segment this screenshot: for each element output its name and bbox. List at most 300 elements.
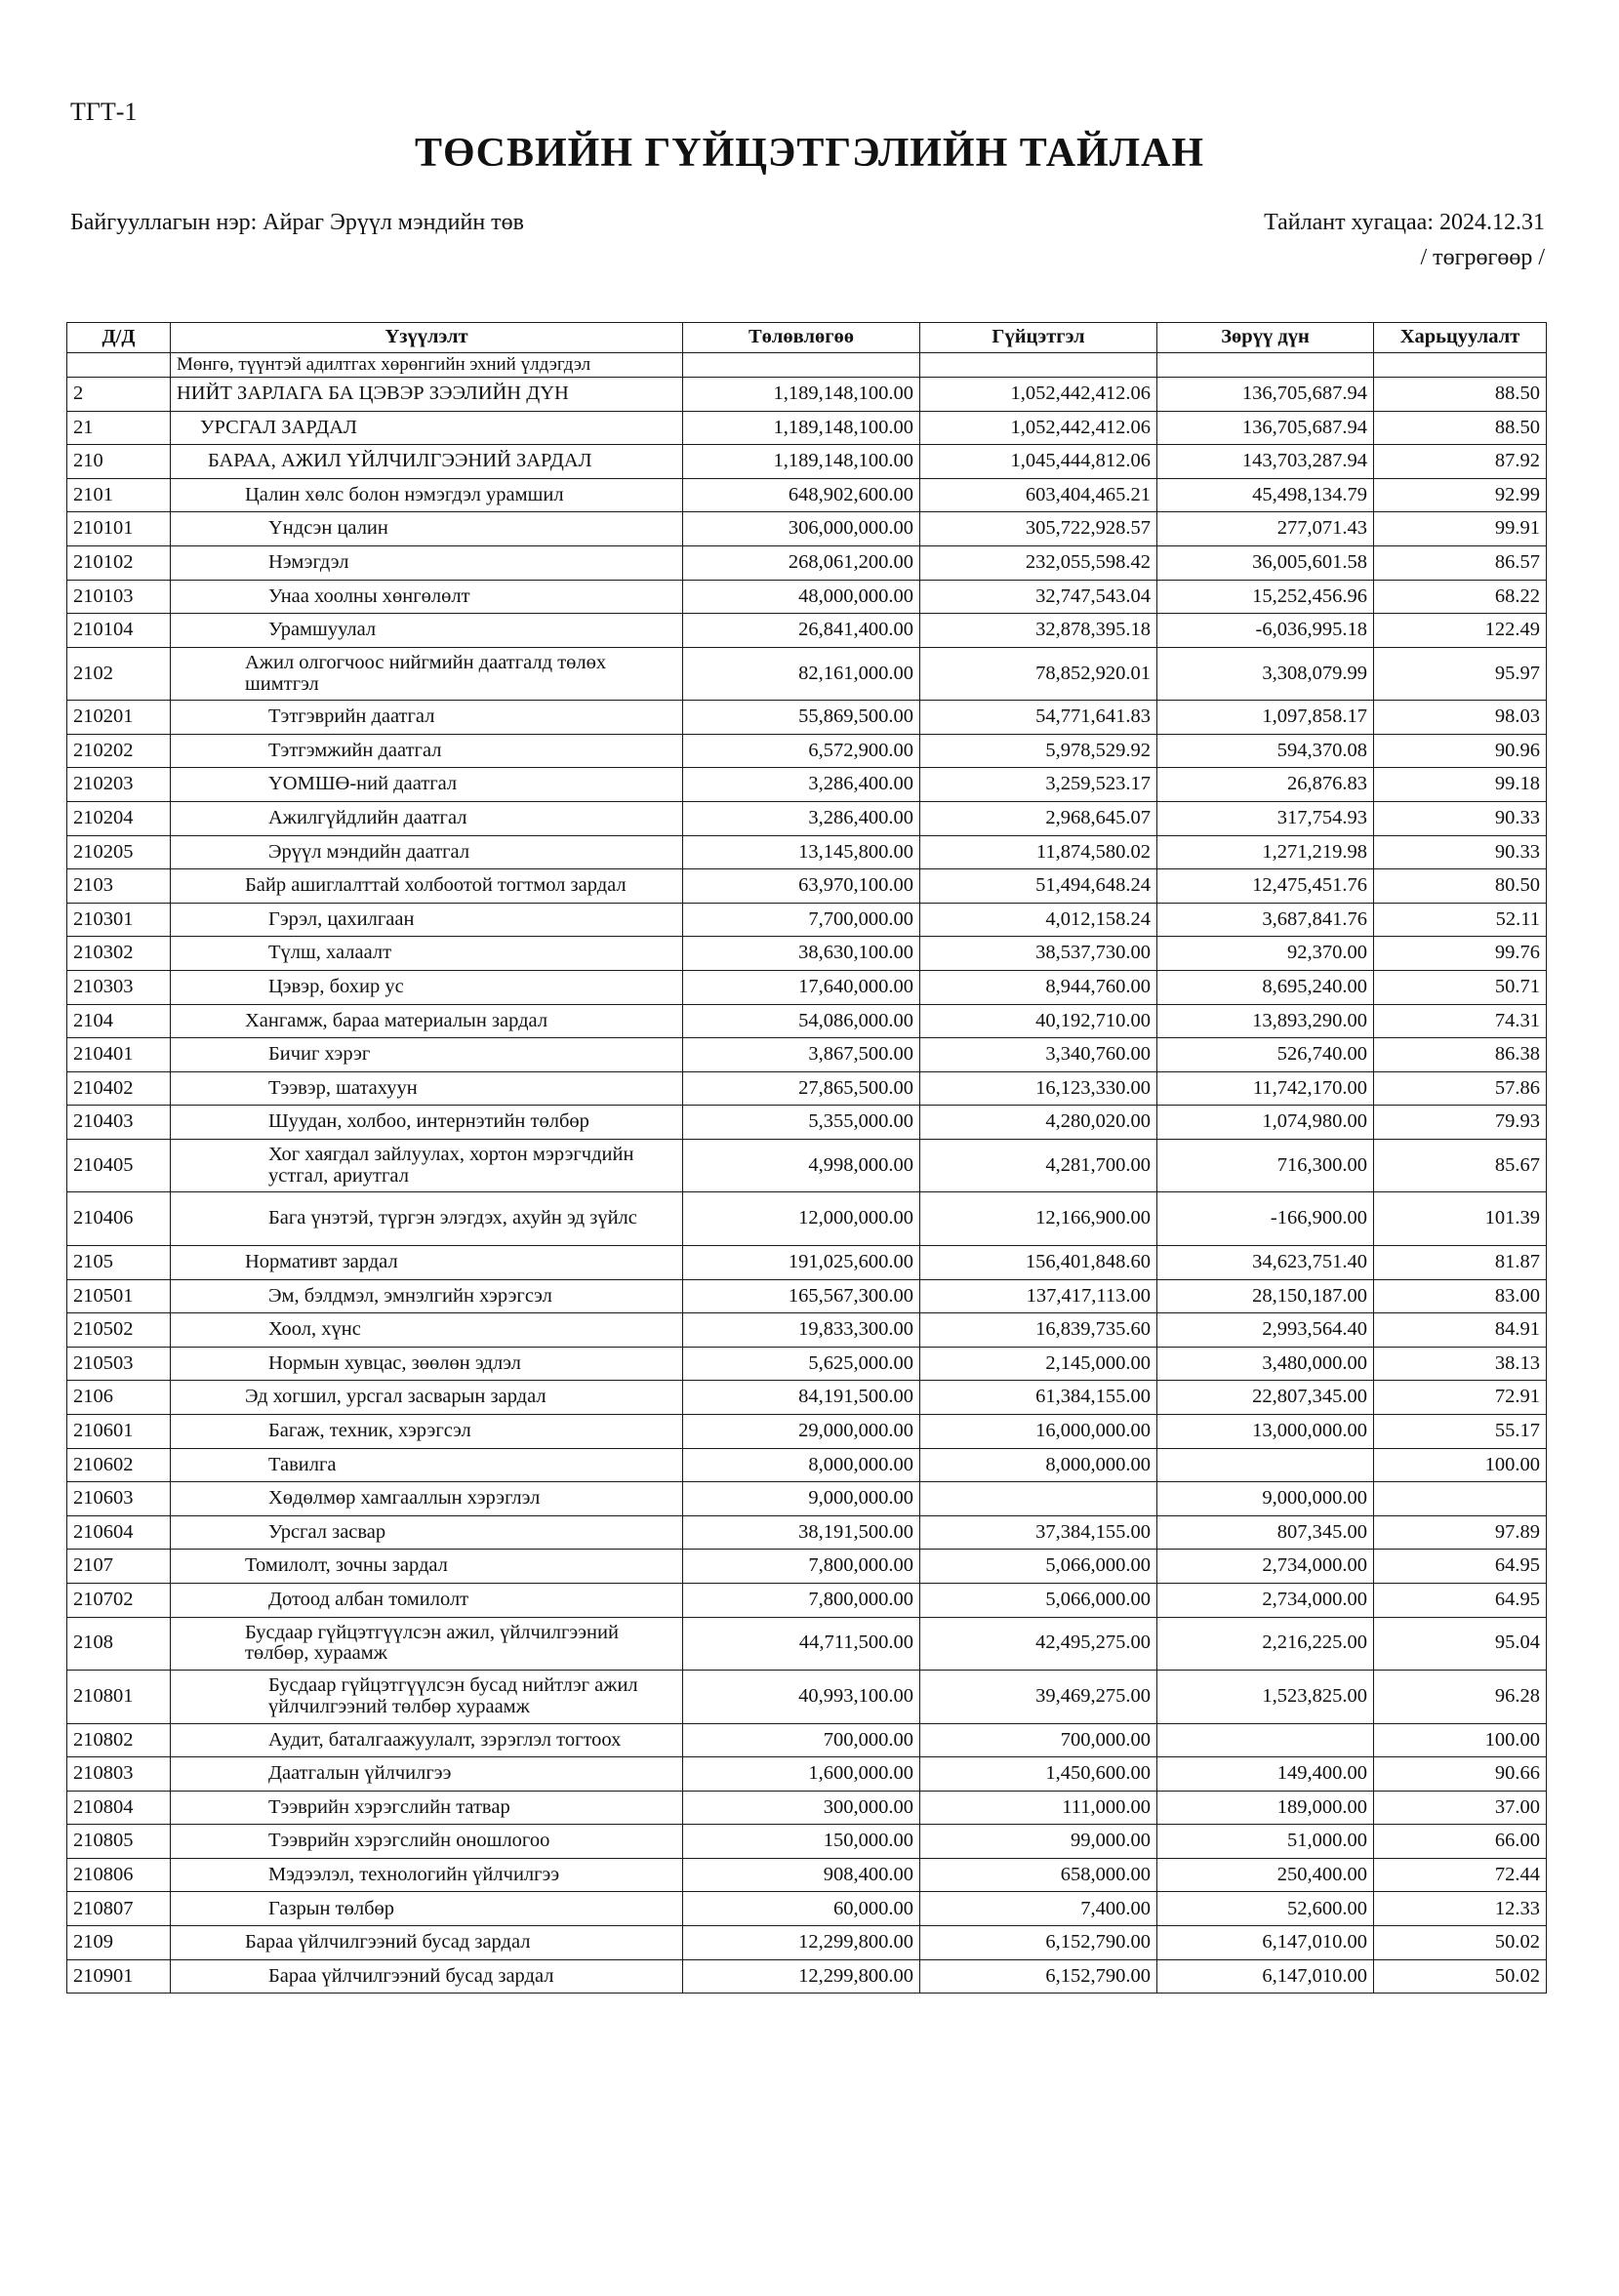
difference-value: 1,074,980.00 xyxy=(1157,1106,1374,1140)
row-label: Бага үнэтэй, түргэн элэгдэх, ахуйн эд зүйлс xyxy=(171,1192,683,1246)
actual-value: 11,874,580.02 xyxy=(920,835,1157,869)
row-code: 210401 xyxy=(67,1038,171,1072)
ratio-value: 83.00 xyxy=(1374,1279,1547,1313)
difference-value: 36,005,601.58 xyxy=(1157,545,1374,580)
actual-value: 4,281,700.00 xyxy=(920,1139,1157,1192)
actual-value: 54,771,641.83 xyxy=(920,701,1157,735)
plan-value xyxy=(683,353,920,378)
ratio-value: 99.91 xyxy=(1374,512,1547,546)
plan-value: 8,000,000.00 xyxy=(683,1448,920,1482)
ratio-value: 50.02 xyxy=(1374,1959,1547,1994)
row-label: Тэтгэврийн даатгал xyxy=(171,701,683,735)
difference-value: 11,742,170.00 xyxy=(1157,1071,1374,1106)
ratio-value: 90.96 xyxy=(1374,734,1547,768)
plan-value: 7,800,000.00 xyxy=(683,1550,920,1584)
plan-value: 7,800,000.00 xyxy=(683,1583,920,1617)
plan-value: 44,711,500.00 xyxy=(683,1617,920,1671)
plan-value: 6,572,900.00 xyxy=(683,734,920,768)
row-label: Аудит, баталгаажуулалт, зэрэглэл тогтоох xyxy=(171,1723,683,1757)
ratio-value: 37.00 xyxy=(1374,1791,1547,1825)
table-row xyxy=(67,1313,1547,1348)
difference-value xyxy=(1157,1448,1374,1482)
row-code: 2108 xyxy=(67,1617,171,1671)
ratio-value: 81.87 xyxy=(1374,1245,1547,1279)
report-period: Тайлант хугацаа: 2024.12.31 xyxy=(1264,210,1545,235)
table-row xyxy=(67,1192,1547,1246)
ratio-value: 100.00 xyxy=(1374,1723,1547,1757)
plan-value: 1,600,000.00 xyxy=(683,1757,920,1792)
row-label: Нэмэгдэл xyxy=(171,545,683,580)
difference-value: 6,147,010.00 xyxy=(1157,1959,1374,1994)
actual-value: 5,978,529.92 xyxy=(920,734,1157,768)
table-row xyxy=(67,1926,1547,1960)
difference-value: 716,300.00 xyxy=(1157,1139,1374,1192)
ratio-value: 72.44 xyxy=(1374,1858,1547,1892)
row-code: 210102 xyxy=(67,545,171,580)
actual-value: 3,340,760.00 xyxy=(920,1038,1157,1072)
table-row xyxy=(67,1671,1547,1724)
plan-value: 3,286,400.00 xyxy=(683,802,920,836)
row-code: 210602 xyxy=(67,1448,171,1482)
plan-value: 4,998,000.00 xyxy=(683,1139,920,1192)
difference-value: 1,271,219.98 xyxy=(1157,835,1374,869)
plan-value: 5,355,000.00 xyxy=(683,1106,920,1140)
budget-table xyxy=(66,322,1547,1994)
row-label: Бараа үйлчилгээний бусад зардал xyxy=(171,1959,683,1994)
row-code: 210202 xyxy=(67,734,171,768)
difference-value: 3,308,079.99 xyxy=(1157,647,1374,701)
ratio-value: 50.71 xyxy=(1374,971,1547,1005)
table-row xyxy=(67,1139,1547,1192)
table-row xyxy=(67,1448,1547,1482)
actual-value: 2,145,000.00 xyxy=(920,1347,1157,1381)
difference-value: 13,000,000.00 xyxy=(1157,1414,1374,1448)
ratio-value: 95.97 xyxy=(1374,647,1547,701)
actual-value: 32,747,543.04 xyxy=(920,580,1157,614)
row-code: 210101 xyxy=(67,512,171,546)
actual-value: 700,000.00 xyxy=(920,1723,1157,1757)
plan-value: 1,189,148,100.00 xyxy=(683,445,920,479)
actual-value: 1,052,442,412.06 xyxy=(920,378,1157,412)
table-row xyxy=(67,869,1547,904)
row-label: Унаа хоолны хөнгөлөлт xyxy=(171,580,683,614)
difference-value: 15,252,456.96 xyxy=(1157,580,1374,614)
row-code: 210403 xyxy=(67,1106,171,1140)
difference-value: 1,523,825.00 xyxy=(1157,1671,1374,1724)
difference-value: 52,600.00 xyxy=(1157,1892,1374,1926)
actual-value: 99,000.00 xyxy=(920,1825,1157,1859)
ratio-value: 92.99 xyxy=(1374,478,1547,512)
actual-value: 51,494,648.24 xyxy=(920,869,1157,904)
plan-value: 306,000,000.00 xyxy=(683,512,920,546)
actual-value: 5,066,000.00 xyxy=(920,1583,1157,1617)
table-row xyxy=(67,1515,1547,1550)
ratio-value: 86.57 xyxy=(1374,545,1547,580)
row-code: 210104 xyxy=(67,614,171,648)
row-code: 210804 xyxy=(67,1791,171,1825)
actual-value: 156,401,848.60 xyxy=(920,1245,1157,1279)
plan-value: 17,640,000.00 xyxy=(683,971,920,1005)
column-header: Төлөвлөгөө xyxy=(683,323,920,353)
row-code: 2109 xyxy=(67,1926,171,1960)
currency-unit: / төгрөгөөр / xyxy=(1420,245,1545,270)
row-code xyxy=(67,353,171,378)
table-row xyxy=(67,647,1547,701)
row-code: 210503 xyxy=(67,1347,171,1381)
actual-value: 232,055,598.42 xyxy=(920,545,1157,580)
difference-value: 3,687,841.76 xyxy=(1157,903,1374,937)
row-code: 2102 xyxy=(67,647,171,701)
table-row xyxy=(67,1038,1547,1072)
ratio-value: 64.95 xyxy=(1374,1583,1547,1617)
ratio-value: 84.91 xyxy=(1374,1313,1547,1348)
row-code: 210103 xyxy=(67,580,171,614)
row-label: БАРАА, АЖИЛ ҮЙЛЧИЛГЭЭНИЙ ЗАРДАЛ xyxy=(171,445,683,479)
actual-value: 16,123,330.00 xyxy=(920,1071,1157,1106)
actual-value: 305,722,928.57 xyxy=(920,512,1157,546)
row-label: Бараа үйлчилгээний бусад зардал xyxy=(171,1926,683,1960)
ratio-value: 12.33 xyxy=(1374,1892,1547,1926)
actual-value xyxy=(920,353,1157,378)
ratio-value: 90.33 xyxy=(1374,835,1547,869)
row-label: Цэвэр, бохир ус xyxy=(171,971,683,1005)
table-row xyxy=(67,903,1547,937)
row-code: 210302 xyxy=(67,937,171,971)
actual-value: 603,404,465.21 xyxy=(920,478,1157,512)
row-code: 2107 xyxy=(67,1550,171,1584)
table-row xyxy=(67,1617,1547,1671)
row-label: Нормын хувцас, зөөлөн эдлэл xyxy=(171,1347,683,1381)
table-row xyxy=(67,378,1547,412)
difference-value: 277,071.43 xyxy=(1157,512,1374,546)
table-row xyxy=(67,971,1547,1005)
difference-value: 3,480,000.00 xyxy=(1157,1347,1374,1381)
difference-value xyxy=(1157,1723,1374,1757)
row-label: Дотоод албан томилолт xyxy=(171,1583,683,1617)
table-row xyxy=(67,1959,1547,1994)
row-code: 210803 xyxy=(67,1757,171,1792)
row-code: 210901 xyxy=(67,1959,171,1994)
actual-value: 1,450,600.00 xyxy=(920,1757,1157,1792)
plan-value: 268,061,200.00 xyxy=(683,545,920,580)
actual-value: 37,384,155.00 xyxy=(920,1515,1157,1550)
row-label: Тээврийн хэрэгслийн оношлогоо xyxy=(171,1825,683,1859)
table-row xyxy=(67,1757,1547,1792)
ratio-value: 80.50 xyxy=(1374,869,1547,904)
actual-value: 2,968,645.07 xyxy=(920,802,1157,836)
actual-value: 6,152,790.00 xyxy=(920,1959,1157,1994)
ratio-value: 57.86 xyxy=(1374,1071,1547,1106)
ratio-value: 87.92 xyxy=(1374,445,1547,479)
difference-value: 51,000.00 xyxy=(1157,1825,1374,1859)
row-label: Гэрэл, цахилгаан xyxy=(171,903,683,937)
row-label: Мөнгө, түүнтэй адилтгах хөрөнгийн эхний үлдэгдэл xyxy=(171,353,683,378)
table-row xyxy=(67,1347,1547,1381)
actual-value: 42,495,275.00 xyxy=(920,1617,1157,1671)
row-code: 210303 xyxy=(67,971,171,1005)
ratio-value: 86.38 xyxy=(1374,1038,1547,1072)
difference-value: -6,036,995.18 xyxy=(1157,614,1374,648)
plan-value: 40,993,100.00 xyxy=(683,1671,920,1724)
row-code: 2104 xyxy=(67,1004,171,1038)
row-label: Тээвэр, шатахуун xyxy=(171,1071,683,1106)
row-label: ҮОМШӨ-ний даатгал xyxy=(171,768,683,802)
ratio-value: 50.02 xyxy=(1374,1926,1547,1960)
plan-value: 1,189,148,100.00 xyxy=(683,411,920,445)
table-row xyxy=(67,1004,1547,1038)
ratio-value: 88.50 xyxy=(1374,411,1547,445)
ratio-value: 97.89 xyxy=(1374,1515,1547,1550)
difference-value: 2,216,225.00 xyxy=(1157,1617,1374,1671)
difference-value: 34,623,751.40 xyxy=(1157,1245,1374,1279)
row-label: Ажилгүйдлийн даатгал xyxy=(171,802,683,836)
difference-value: 8,695,240.00 xyxy=(1157,971,1374,1005)
difference-value: 594,370.08 xyxy=(1157,734,1374,768)
plan-value: 55,869,500.00 xyxy=(683,701,920,735)
table-row xyxy=(67,545,1547,580)
difference-value: 2,993,564.40 xyxy=(1157,1313,1374,1348)
row-label: Урамшуулал xyxy=(171,614,683,648)
plan-value: 19,833,300.00 xyxy=(683,1313,920,1348)
actual-value: 8,000,000.00 xyxy=(920,1448,1157,1482)
row-code: 210406 xyxy=(67,1192,171,1246)
table-row xyxy=(67,411,1547,445)
table-row xyxy=(67,734,1547,768)
table-row xyxy=(67,1245,1547,1279)
row-code: 210802 xyxy=(67,1723,171,1757)
row-label: Мэдээлэл, технологийн үйлчилгээ xyxy=(171,1858,683,1892)
actual-value: 16,000,000.00 xyxy=(920,1414,1157,1448)
ratio-value: 90.66 xyxy=(1374,1757,1547,1792)
row-label: Газрын төлбөр xyxy=(171,1892,683,1926)
table-row xyxy=(67,1279,1547,1313)
document-code: ТГТ-1 xyxy=(70,98,138,126)
difference-value: 189,000.00 xyxy=(1157,1791,1374,1825)
ratio-value: 96.28 xyxy=(1374,1671,1547,1724)
plan-value: 1,189,148,100.00 xyxy=(683,378,920,412)
plan-value: 3,867,500.00 xyxy=(683,1038,920,1072)
row-code: 210807 xyxy=(67,1892,171,1926)
row-code: 210702 xyxy=(67,1583,171,1617)
difference-value: 143,703,287.94 xyxy=(1157,445,1374,479)
difference-value: 26,876.83 xyxy=(1157,768,1374,802)
row-label: Даатгалын үйлчилгээ xyxy=(171,1757,683,1792)
table-row xyxy=(67,1106,1547,1140)
row-code: 210402 xyxy=(67,1071,171,1106)
row-code: 210601 xyxy=(67,1414,171,1448)
ratio-value: 85.67 xyxy=(1374,1139,1547,1192)
row-code: 210201 xyxy=(67,701,171,735)
row-code: 210205 xyxy=(67,835,171,869)
difference-value: 45,498,134.79 xyxy=(1157,478,1374,512)
actual-value: 78,852,920.01 xyxy=(920,647,1157,701)
table-row xyxy=(67,445,1547,479)
table-row xyxy=(67,835,1547,869)
plan-value: 7,700,000.00 xyxy=(683,903,920,937)
row-label: Хөдөлмөр хамгааллын хэрэглэл xyxy=(171,1482,683,1516)
row-label: Бусдаар гүйцэтгүүлсэн бусад нийтлэг ажил үйлчилгээний төлбөр хураамж xyxy=(171,1671,683,1724)
difference-value: 9,000,000.00 xyxy=(1157,1482,1374,1516)
row-code: 210301 xyxy=(67,903,171,937)
row-label: Урсгал засвар xyxy=(171,1515,683,1550)
table-row xyxy=(67,701,1547,735)
row-label: Тавилга xyxy=(171,1448,683,1482)
ratio-value: 95.04 xyxy=(1374,1617,1547,1671)
ratio-value: 52.11 xyxy=(1374,903,1547,937)
actual-value: 1,052,442,412.06 xyxy=(920,411,1157,445)
table-row xyxy=(67,614,1547,648)
row-label: УРСГАЛ ЗАРДАЛ xyxy=(171,411,683,445)
row-code: 210603 xyxy=(67,1482,171,1516)
plan-value: 54,086,000.00 xyxy=(683,1004,920,1038)
actual-value: 1,045,444,812.06 xyxy=(920,445,1157,479)
actual-value: 12,166,900.00 xyxy=(920,1192,1157,1246)
plan-value: 13,145,800.00 xyxy=(683,835,920,869)
organization-name: Байгууллагын нэр: Айраг Эрүүл мэндийн төв xyxy=(70,210,524,235)
row-label: Түлш, халаалт xyxy=(171,937,683,971)
table-row xyxy=(67,802,1547,836)
ratio-value: 88.50 xyxy=(1374,378,1547,412)
column-header: Үзүүлэлт xyxy=(171,323,683,353)
ratio-value: 100.00 xyxy=(1374,1448,1547,1482)
actual-value: 7,400.00 xyxy=(920,1892,1157,1926)
column-header: Д/Д xyxy=(67,323,171,353)
difference-value: 28,150,187.00 xyxy=(1157,1279,1374,1313)
ratio-value: 99.76 xyxy=(1374,937,1547,971)
difference-value: 526,740.00 xyxy=(1157,1038,1374,1072)
ratio-value: 90.33 xyxy=(1374,802,1547,836)
ratio-value: 74.31 xyxy=(1374,1004,1547,1038)
table-row xyxy=(67,1791,1547,1825)
plan-value: 60,000.00 xyxy=(683,1892,920,1926)
row-code: 210203 xyxy=(67,768,171,802)
actual-value xyxy=(920,1482,1157,1516)
row-label: Тээврийн хэрэгслийн татвар xyxy=(171,1791,683,1825)
actual-value: 658,000.00 xyxy=(920,1858,1157,1892)
table-row xyxy=(67,1550,1547,1584)
plan-value: 300,000.00 xyxy=(683,1791,920,1825)
difference-value: 136,705,687.94 xyxy=(1157,378,1374,412)
row-label: Эм, бэлдмэл, эмнэлгийн хэрэгсэл xyxy=(171,1279,683,1313)
table-row xyxy=(67,1071,1547,1106)
plan-value: 908,400.00 xyxy=(683,1858,920,1892)
actual-value: 8,944,760.00 xyxy=(920,971,1157,1005)
difference-value: 12,475,451.76 xyxy=(1157,869,1374,904)
difference-value: 13,893,290.00 xyxy=(1157,1004,1374,1038)
actual-value: 111,000.00 xyxy=(920,1791,1157,1825)
ratio-value: 98.03 xyxy=(1374,701,1547,735)
plan-value: 648,902,600.00 xyxy=(683,478,920,512)
row-label: Бичиг хэрэг xyxy=(171,1038,683,1072)
row-label: Байр ашиглалттай холбоотой тогтмол зардал xyxy=(171,869,683,904)
row-label: Эрүүл мэндийн даатгал xyxy=(171,835,683,869)
report-title: ТӨСВИЙН ГҮЙЦЭТГЭЛИЙН ТАЙЛАН xyxy=(414,131,1204,176)
difference-value: 149,400.00 xyxy=(1157,1757,1374,1792)
actual-value: 38,537,730.00 xyxy=(920,937,1157,971)
actual-value: 40,192,710.00 xyxy=(920,1004,1157,1038)
plan-value: 3,286,400.00 xyxy=(683,768,920,802)
actual-value: 4,012,158.24 xyxy=(920,903,1157,937)
difference-value: 2,734,000.00 xyxy=(1157,1583,1374,1617)
table-header-row xyxy=(67,323,1547,353)
ratio-value: 64.95 xyxy=(1374,1550,1547,1584)
actual-value: 6,152,790.00 xyxy=(920,1926,1157,1960)
row-label: Хоол, хүнс xyxy=(171,1313,683,1348)
plan-value: 38,191,500.00 xyxy=(683,1515,920,1550)
difference-value: 2,734,000.00 xyxy=(1157,1550,1374,1584)
row-code: 2101 xyxy=(67,478,171,512)
row-code: 210501 xyxy=(67,1279,171,1313)
plan-value: 84,191,500.00 xyxy=(683,1381,920,1415)
table-row xyxy=(67,1892,1547,1926)
plan-value: 63,970,100.00 xyxy=(683,869,920,904)
row-label: Хангамж, бараа материалын зардал xyxy=(171,1004,683,1038)
column-header: Харьцуулалт xyxy=(1374,323,1547,353)
actual-value: 5,066,000.00 xyxy=(920,1550,1157,1584)
row-code: 210204 xyxy=(67,802,171,836)
row-code: 2 xyxy=(67,378,171,412)
plan-value: 82,161,000.00 xyxy=(683,647,920,701)
row-label: НИЙТ ЗАРЛАГА БА ЦЭВЭР ЗЭЭЛИЙН ДҮН xyxy=(171,378,683,412)
ratio-value: 122.49 xyxy=(1374,614,1547,648)
difference-value: 317,754.93 xyxy=(1157,802,1374,836)
ratio-value: 66.00 xyxy=(1374,1825,1547,1859)
table-row xyxy=(67,512,1547,546)
difference-value: 92,370.00 xyxy=(1157,937,1374,971)
actual-value: 16,839,735.60 xyxy=(920,1313,1157,1348)
plan-value: 12,000,000.00 xyxy=(683,1192,920,1246)
actual-value: 137,417,113.00 xyxy=(920,1279,1157,1313)
table-row xyxy=(67,1858,1547,1892)
row-label: Эд хогшил, урсгал засварын зардал xyxy=(171,1381,683,1415)
table-row xyxy=(67,580,1547,614)
row-code: 210405 xyxy=(67,1139,171,1192)
difference-value: 1,097,858.17 xyxy=(1157,701,1374,735)
ratio-value xyxy=(1374,1482,1547,1516)
table-row xyxy=(67,1723,1547,1757)
row-label: Цалин хөлс болон нэмэгдэл урамшил xyxy=(171,478,683,512)
ratio-value: 55.17 xyxy=(1374,1414,1547,1448)
ratio-value: 38.13 xyxy=(1374,1347,1547,1381)
plan-value: 27,865,500.00 xyxy=(683,1071,920,1106)
ratio-value: 79.93 xyxy=(1374,1106,1547,1140)
plan-value: 48,000,000.00 xyxy=(683,580,920,614)
row-label: Багаж, техник, хэрэгсэл xyxy=(171,1414,683,1448)
row-code: 210805 xyxy=(67,1825,171,1859)
difference-value xyxy=(1157,353,1374,378)
ratio-value xyxy=(1374,353,1547,378)
row-label: Үндсэн цалин xyxy=(171,512,683,546)
row-label: Хог хаягдал зайлуулах, хортон мэрэгчдийн устгал, ариутгал xyxy=(171,1139,683,1192)
plan-value: 700,000.00 xyxy=(683,1723,920,1757)
table-row xyxy=(67,937,1547,971)
difference-value: -166,900.00 xyxy=(1157,1192,1374,1246)
table-row xyxy=(67,353,1547,378)
difference-value: 6,147,010.00 xyxy=(1157,1926,1374,1960)
column-header: Зөрүү дүн xyxy=(1157,323,1374,353)
table-row xyxy=(67,478,1547,512)
table-row xyxy=(67,1414,1547,1448)
row-label: Бусдаар гүйцэтгүүлсэн ажил, үйлчилгээний төлбөр, хураамж xyxy=(171,1617,683,1671)
ratio-value: 99.18 xyxy=(1374,768,1547,802)
row-code: 2105 xyxy=(67,1245,171,1279)
row-code: 21 xyxy=(67,411,171,445)
table-row xyxy=(67,1825,1547,1859)
plan-value: 5,625,000.00 xyxy=(683,1347,920,1381)
row-label: Томилолт, зочны зардал xyxy=(171,1550,683,1584)
plan-value: 26,841,400.00 xyxy=(683,614,920,648)
row-label: Ажил олгогчоос нийгмийн даатгалд төлөх шимтгэл xyxy=(171,647,683,701)
